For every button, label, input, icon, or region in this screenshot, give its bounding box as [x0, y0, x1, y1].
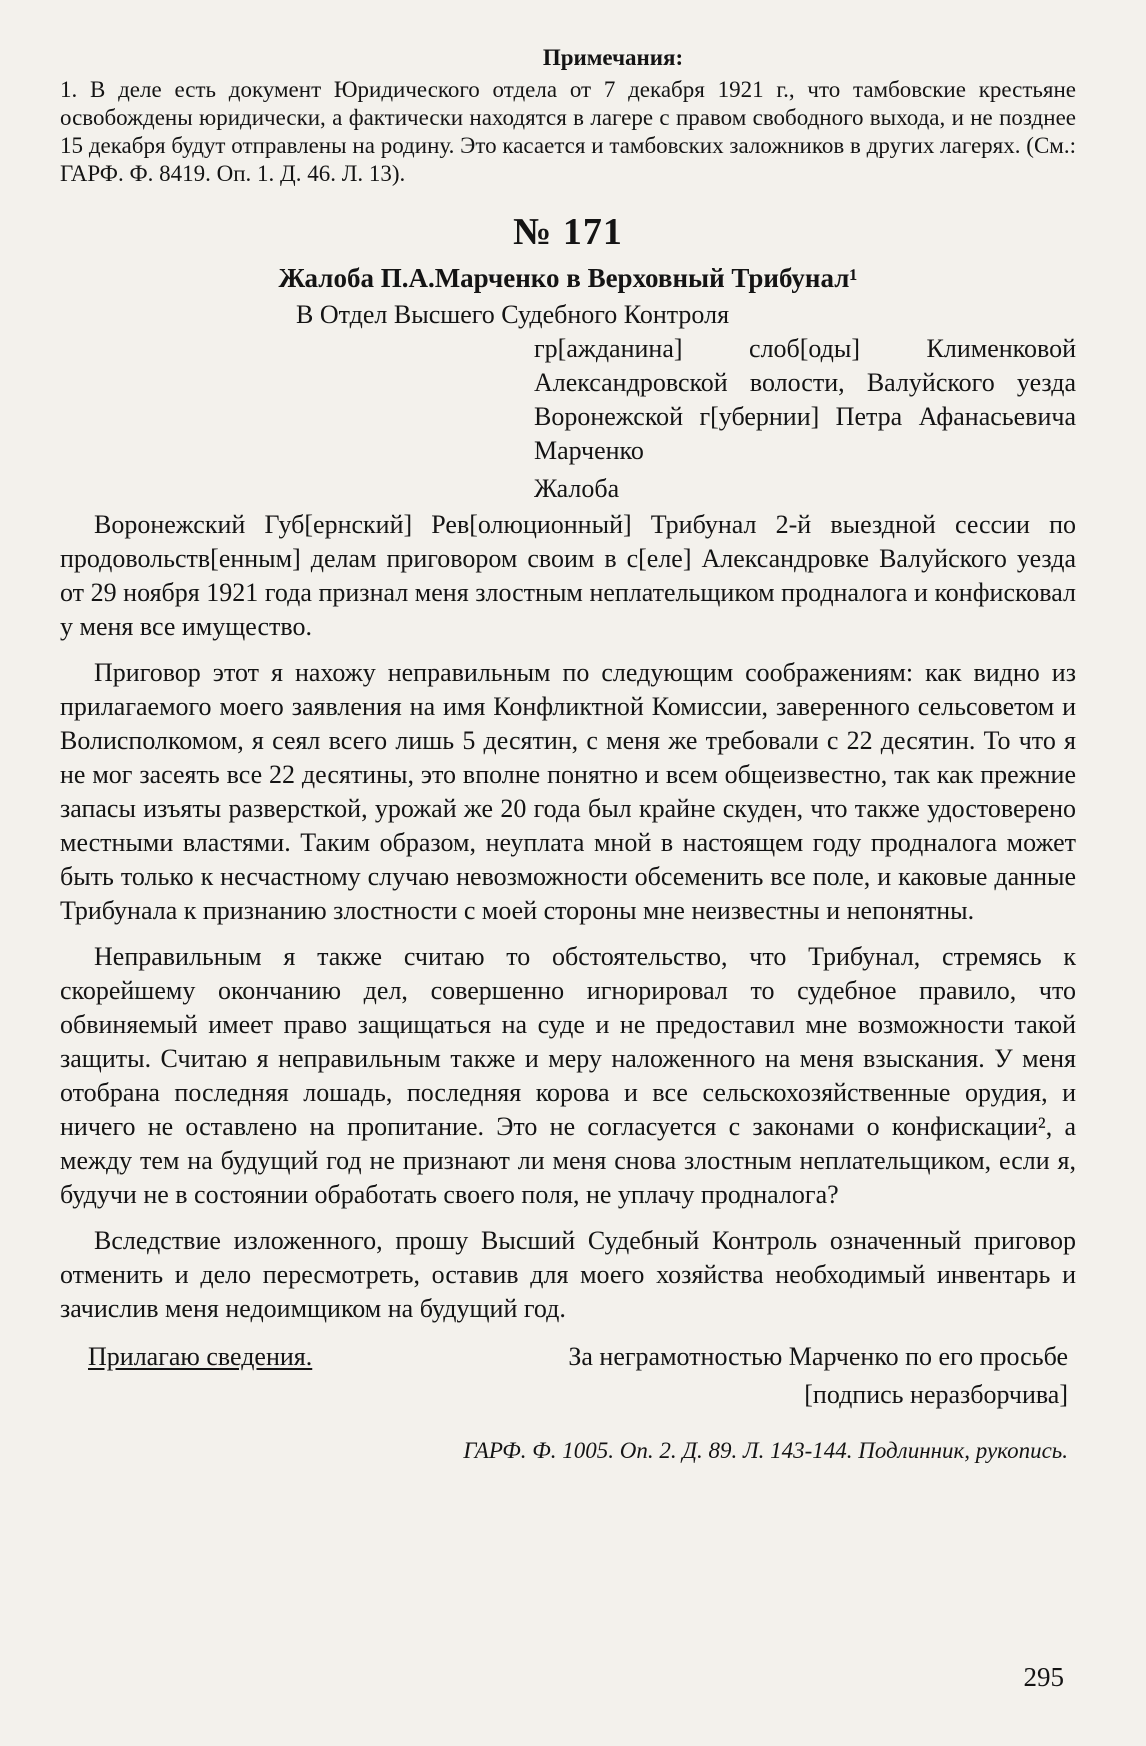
paragraph-1: Воронежский Губ[ернский] Рев[олюционный] Трибунал 2-й выездной сессии по продовольств[енным] делам приговором своим в с[еле] Александровке Валуйского уезда от 29 ноября 1921 года признал меня злостным неплательщиком продналога и конфисковал у меня все имущество.: [60, 510, 1076, 641]
sender-block: гр[ажданина] слоб[оды] Клименковой Александровской волости, Валуйского уезда Воронежской г[убернии] Петра Афанасьевича Марченко: [534, 334, 1076, 465]
document-title: Жалоба П.А.Марченко в Верховный Трибунал¹: [278, 263, 858, 293]
signature-row: [60, 1340, 1076, 1374]
illiteracy-note: За неграмотностью Марченко по его просьбе: [568, 1342, 1068, 1371]
paragraph-4: Вследствие изложенного, прошу Высший Судебный Контроль означенный приговор отменить и дело пересмотреть, оставив для моего хозяйства необходимый инвентарь и зачислив меня недоимщиком на будущий год.: [60, 1226, 1076, 1323]
paragraph-2: Приговор этот я нахожу неправильным по следующим соображениям: как видно из прилагаемого моего заявления на имя Конфликтной Комиссии, заверенного сельсоветом и Волисполкомом, я сеял всего лишь 5 десятин, с меня же требовали с 22 десятин. То что я не мог засеять все 22 десятины, это вполне понятно и всем общеизвестно, так как прежние запасы изъяты разверсткой, урожай же 20 года был крайне скуден, что также удостоверено местными властями. Таким образом, неуплата мной в настоящем году продналога может быть только к несчастному случаю невозможности обсеменить все поле, и каковые данные Трибунала к признанию злостности с моей стороны мне неизвестны и непонятны.: [60, 658, 1076, 925]
complaint-heading: Жалоба: [534, 474, 620, 503]
document-number: № 171: [513, 211, 623, 253]
source-reference: ГАРФ. Ф. 1005. Оп. 2. Д. 89. Л. 143-144. Подлинник, рукопись.: [463, 1438, 1068, 1463]
page-number: 295: [1023, 1662, 1064, 1692]
note-1: 1. В деле есть документ Юридического отдела от 7 декабря 1921 г., что тамбовские крестьяне освобождены юридически, а фактически находятся в лагере с правом свободного выхода, и не позднее 15 декабря будут отправлены на родину. Это касается и тамбовских заложников в других лагерях. (См.: ГАРФ. Ф. 8419. Оп. 1. Д. 46. Л. 13).: [60, 77, 1076, 186]
paragraph-3: Неправильным я также считаю то обстоятельство, что Трибунал, стремясь к скорейшему окончанию дел, совершенно игнорировал то судебное правило, что обвиняемый имеет право защищаться на суде и не предоставил мне возможности такой защиты. Считаю я неправильным также и меру наложенного на меня взыскания. У меня отобрана последняя лошадь, последняя корова и все сельскохозяйственные орудия, и ничего не оставлено на пропитание. Это не согласуется с законами о конфискации², а между тем на будущий год не признают ли меня снова злостным неплательщиком, если я, будучи не в состоянии обработать своего поля, не уплачу продналога?: [60, 942, 1076, 1209]
addressee: В Отдел Высшего Судебного Контроля: [296, 300, 730, 329]
signature: [подпись неразборчива]: [804, 1380, 1068, 1409]
attachment-note: Прилагаю сведения.: [88, 1342, 313, 1371]
notes-heading: Примечания:: [542, 45, 684, 70]
